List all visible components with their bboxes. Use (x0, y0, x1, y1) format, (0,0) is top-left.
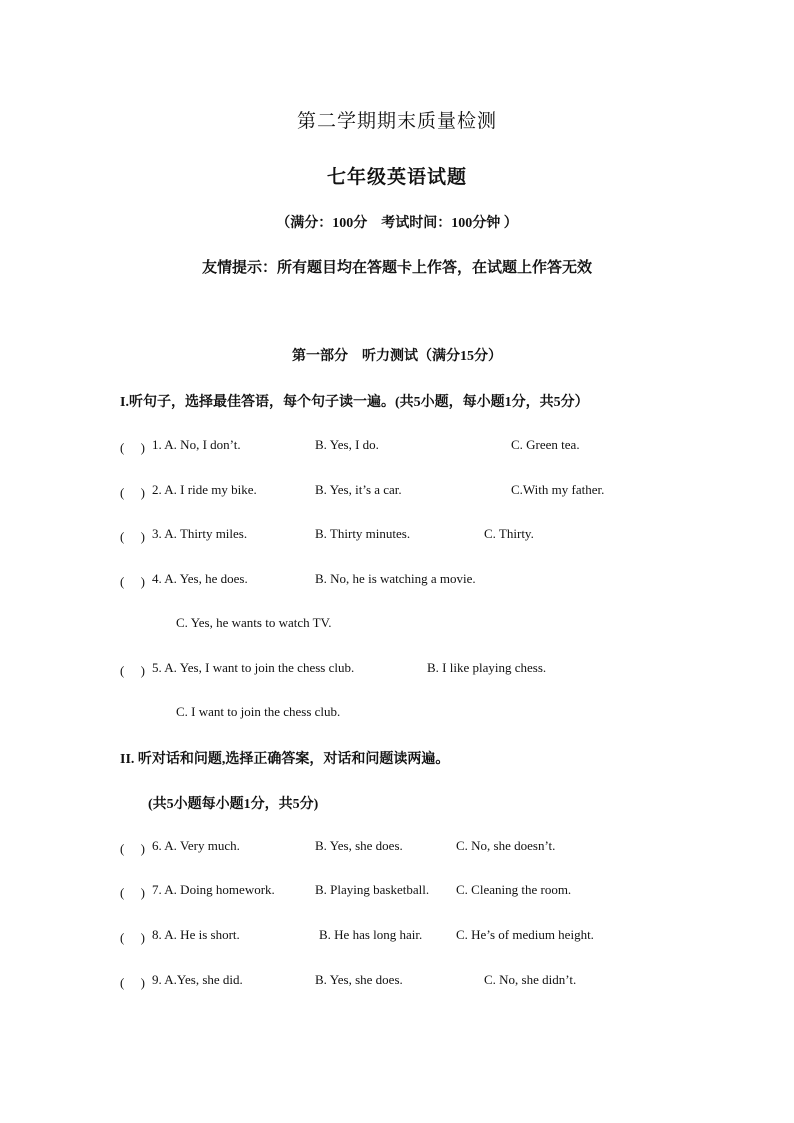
question-row (120, 437, 680, 457)
answer-blank[interactable]: ( ) (120, 930, 145, 945)
answer-blank[interactable]: ( ) (120, 485, 145, 500)
question-row (120, 972, 680, 992)
question-number: 8. (152, 927, 162, 942)
question-number: 7. (152, 882, 162, 897)
question-option-c: C. Thirty. (484, 526, 534, 541)
answer-blank[interactable]: ( ) (120, 574, 145, 589)
section-1-title: I.听句子，选择最佳答语，每个句子读一遍。(共5小题，每小题1分，共5分） (120, 395, 589, 410)
question-option-a (152, 927, 240, 943)
question-number: 6. (152, 838, 162, 853)
question-row (120, 838, 680, 858)
question-number: 5. (152, 660, 162, 675)
question-option-a (152, 526, 247, 542)
question-row (120, 927, 680, 947)
question-option-c: C. Yes, he wants to watch TV. (176, 615, 332, 630)
answer-blank[interactable]: ( ) (120, 841, 145, 856)
question-row (120, 571, 680, 591)
question-row (120, 526, 680, 546)
question-option-b: B. He has long hair. (319, 927, 423, 942)
question-option-c: C. Green tea. (511, 437, 580, 452)
question-option-c: C. He’s of medium height. (456, 927, 594, 942)
question-option-c: C.With my father. (511, 482, 605, 497)
answer-blank[interactable]: ( ) (120, 975, 145, 990)
question-option-b: B. Yes, it’s a car. (315, 482, 402, 497)
exam-subtitle: 第二学期期末质量检测 (296, 111, 497, 132)
question-option-a (152, 838, 240, 854)
option-a-text: A. I ride my bike. (164, 482, 257, 497)
question-option-b: B. Playing basketball. (315, 882, 430, 897)
question-row (120, 660, 680, 680)
question-number: 4. (152, 571, 162, 586)
question-option-b: B. I like playing chess. (427, 660, 547, 675)
question-option-a (152, 660, 354, 676)
question-option-b: B. Yes, I do. (315, 437, 379, 452)
answer-blank[interactable]: ( ) (120, 440, 145, 455)
question-row (120, 482, 680, 502)
question-option-a (152, 482, 257, 498)
question-option-a (152, 972, 243, 988)
answer-blank[interactable]: ( ) (120, 529, 145, 544)
question-option-a (152, 437, 241, 453)
option-a-text: A. Yes, I want to join the chess club. (164, 660, 355, 675)
question-option-b: B. Yes, she does. (315, 972, 403, 987)
option-a-text: A. Thirty miles. (164, 526, 248, 541)
score-info: （满分：100分 考试时间：100分钟 ） (276, 216, 518, 231)
option-a-text: A. Doing homework. (164, 882, 275, 897)
question-number: 3. (152, 526, 162, 541)
option-a-text: A. He is short. (164, 927, 240, 942)
question-option-c: C. No, she doesn’t. (456, 838, 556, 853)
question-option-b: B. Thirty minutes. (315, 526, 411, 541)
question-number: 9. (152, 972, 162, 987)
question-option-a (152, 571, 248, 587)
question-option-b: B. Yes, she does. (315, 838, 403, 853)
question-option-c: C. No, she didn’t. (484, 972, 577, 987)
question-option-c: C. Cleaning the room. (456, 882, 572, 897)
question-number: 1. (152, 437, 162, 452)
friendly-tip: 友情提示：所有题目均在答题卡上作答，在试题上作答无效 (201, 260, 592, 276)
exam-title: 七年级英语试题 (326, 167, 467, 188)
option-a-text: A. Yes, he does. (164, 571, 248, 586)
question-number: 2. (152, 482, 162, 497)
part-1-title: 第一部分 听力测试（满分15分） (292, 349, 502, 364)
option-a-text: A. Very much. (164, 838, 240, 853)
section-2-subtitle: (共5小题每小题1分，共5分) (148, 797, 319, 812)
question-option-a (152, 882, 275, 898)
question-row (120, 882, 680, 902)
section-2-title: II. 听对话和问题,选择正确答案，对话和问题读两遍。 (120, 752, 450, 767)
option-a-text: A.Yes, she did. (164, 972, 243, 987)
question-option-c: C. I want to join the chess club. (176, 704, 341, 719)
answer-blank[interactable]: ( ) (120, 663, 145, 678)
option-a-text: A. No, I don’t. (164, 437, 241, 452)
answer-blank[interactable]: ( ) (120, 885, 145, 900)
question-option-b: B. No, he is watching a movie. (315, 571, 476, 586)
